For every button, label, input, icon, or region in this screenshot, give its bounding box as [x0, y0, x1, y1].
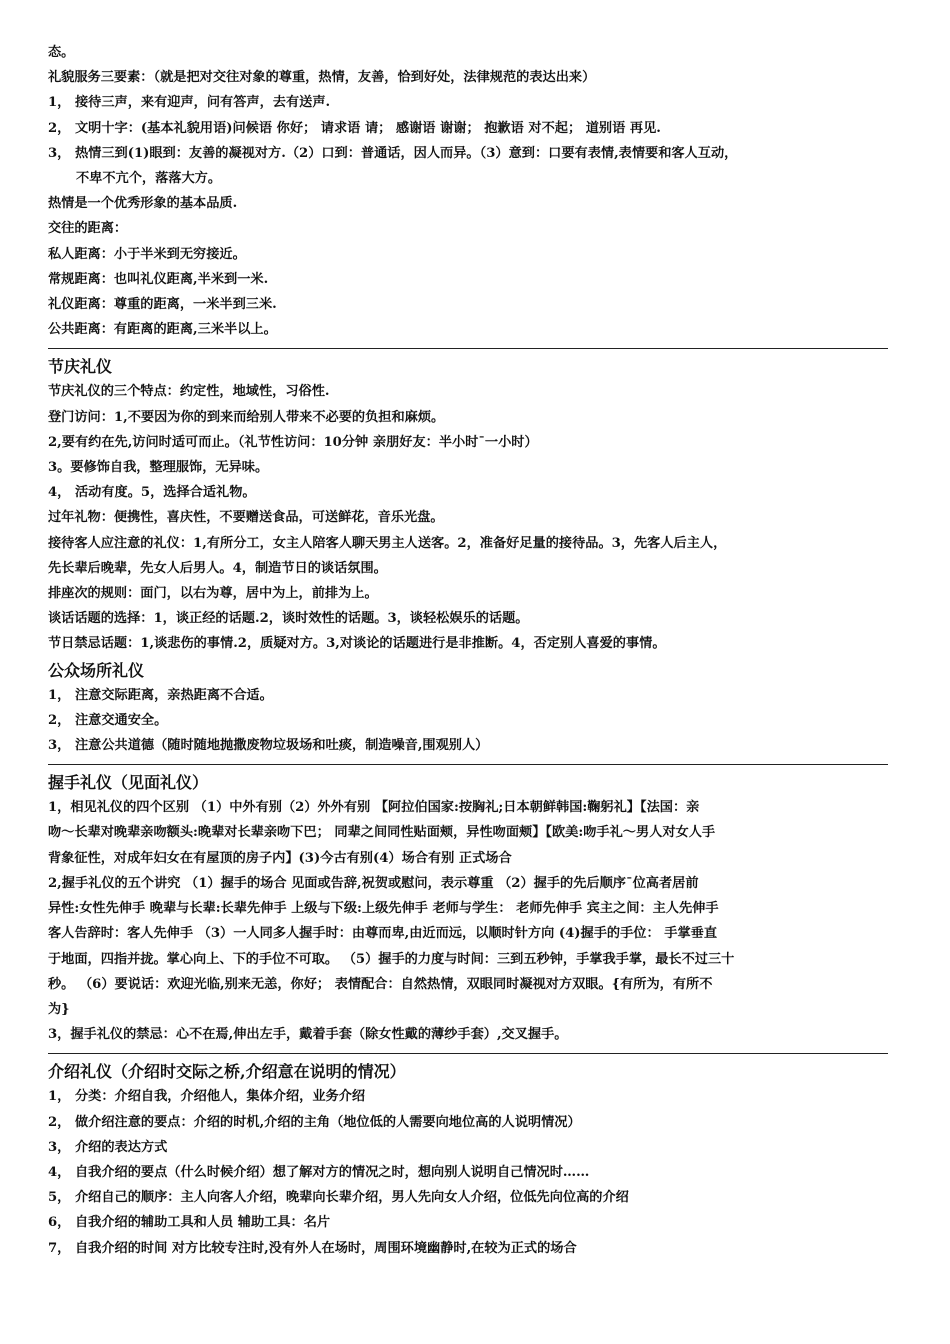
- text-line: 7， 自我介绍的时间 对方比较专注时,没有外人在场时，周围环境幽静时,在较为正式的场合: [48, 1240, 577, 1256]
- text-line: 3， 注意公共道德（随时随地抛撒废物垃圾场和吐痰，制造噪音,围观别人）: [48, 738, 489, 754]
- text-line: 常规距离：也叫礼仪距离,半米到一米.: [48, 271, 269, 287]
- text-line: 热情是一个优秀形象的基本品质.: [48, 196, 238, 212]
- section-heading: 节庆礼仪: [48, 357, 113, 377]
- text-line: 客人告辞时：客人先伸手 （3）一人同多人握手时：由尊而卑,由近而远，以顺时针方向 (4)握手的手位： 手掌垂直: [48, 926, 718, 942]
- text-line: 礼貌服务三要素：（就是把对交往对象的尊重，热情，友善，恰到好处，法律规范的表达出来）: [48, 70, 596, 86]
- document-page: [48, 40, 918, 1261]
- section-heading: 公众场所礼仪: [48, 660, 145, 680]
- public-section: [48, 659, 918, 759]
- text-line: 2,握手礼仪的五个讲究 （1）握手的场合 见面或告辞,祝贺或慰问，表示尊重 （2）握手的先后顺序¯位高者居前: [48, 875, 699, 891]
- text-line: 异性:女性先伸手 晚辈与长辈:长辈先伸手 上级与下级:上级先伸手 老师与学生： 老师先伸手 宾主之间：主人先伸手: [48, 901, 719, 917]
- text-line: 2， 注意交通安全。: [48, 712, 168, 728]
- text-line: 交往的距离：: [48, 221, 128, 237]
- text-line: 节日禁忌话题：1,谈悲伤的事情.2，质疑对方。3,对谈论的话题进行是非推断。4，否定别人喜爱的事情。: [48, 636, 666, 652]
- text-line: 1，相见礼仪的四个区别 （1）中外有别（2）外外有别 【阿拉伯国家:按胸礼;日本朝鲜韩国:鞠躬礼】【法国：亲: [48, 800, 700, 816]
- section-divider: [48, 348, 888, 349]
- text-line: 1， 注意交际距离，亲热距离不合适。: [48, 687, 273, 703]
- text-line: 吻～长辈对晚辈亲吻额头:晚辈对长辈亲吻下巴； 同辈之间同性贴面颊，异性吻面颊】【欧美:吻手礼～男人对女人手: [48, 825, 716, 841]
- text-line: 2， 做介绍注意的要点：介绍的时机,介绍的主角（地位低的人需要向地位高的人说明情况）: [48, 1114, 581, 1130]
- text-line: 3，握手礼仪的禁忌：心不在焉,伸出左手，戴着手套（除女性戴的薄纱手套）,交叉握手。: [48, 1027, 568, 1043]
- text-line: 5， 介绍自己的顺序：主人向客人介绍，晚辈向长辈介绍，男人先向女人介绍，位低先向位高的介绍: [48, 1190, 629, 1206]
- text-line: 1， 分类：介绍自我，介绍他人，集体介绍，业务介绍: [48, 1089, 366, 1105]
- text-line: 4， 活动有度。5，选择合适礼物。: [48, 485, 256, 501]
- text-line: 于地面，四指并拢。掌心向上、下的手位不可取。 （5）握手的力度与时间：三到五秒钟，手掌我手掌，最长不过三十: [48, 951, 735, 967]
- text-line: 背象征性，对成年妇女在有屋顶的房子内】(3)今古有别(4）场合有别 正式场合: [48, 850, 512, 866]
- text-line: 4， 自我介绍的要点（什么时候介绍）想了解对方的情况之时，想向别人说明自己情况时……: [48, 1164, 590, 1180]
- text-line: 礼仪距离：尊重的距离，一米半到三米.: [48, 297, 277, 313]
- text-line: 登门访问：1,不要因为你的到来而给别人带来不必要的负担和麻烦。: [48, 409, 445, 425]
- text-line: 谈话话题的选择：1，谈正经的话题.2，谈时效性的话题。3，谈轻松娱乐的话题。: [48, 611, 529, 627]
- text-line: 私人距离：小于半米到无穷接近。: [48, 246, 246, 262]
- text-line: 先长辈后晚辈，先女人后男人。4，制造节日的谈话氛围。: [48, 560, 387, 576]
- text-line: 过年礼物：便携性，喜庆性，不要赠送食品，可送鲜花，音乐光盘。: [48, 510, 444, 526]
- text-line: 3。要修饰自我，整理服饰，无异味。: [48, 460, 269, 476]
- text-line: 节庆礼仪的三个特点：约定性，地域性，习俗性.: [48, 384, 330, 400]
- text-line: 2， 文明十字：(基本礼貌用语)问候语 你好； 请求语 请； 感谢语 谢谢； 抱歉语 对不起； 道别语 再见.: [48, 120, 661, 136]
- intro-section: [48, 40, 918, 342]
- text-line: 态。: [48, 45, 75, 60]
- section-divider: [48, 1053, 888, 1054]
- festival-section: [48, 355, 918, 656]
- text-line: 不卑不亢个，落落大方。: [76, 171, 222, 187]
- section-divider: [48, 764, 888, 765]
- section-heading: 介绍礼仪（介绍时交际之桥,介绍意在说明的情况）: [48, 1062, 406, 1082]
- text-line: 为}: [48, 1001, 70, 1017]
- introduction-section: [48, 1060, 918, 1260]
- text-line: 1， 接待三声，来有迎声，问有答声，去有送声.: [48, 95, 331, 111]
- text-line: 排座次的规则：面门，以右为尊，居中为上，前排为上。: [48, 586, 378, 602]
- section-heading: 握手礼仪（见面礼仪）: [48, 773, 209, 793]
- text-line: 公共距离：有距离的距离,三米半以上。: [48, 322, 277, 338]
- text-line: 接待客人应注意的礼仪：1,有所分工，女主人陪客人聊天男主人送客。2，准备好足量的接待品。3，先客人后主人，: [48, 535, 727, 551]
- text-line: 3， 介绍的表达方式: [48, 1139, 168, 1155]
- text-line: 2,要有约在先,访问时适可而止。（礼节性访问：10分钟 亲朋好友：半小时¯一小时）: [48, 434, 538, 450]
- text-line: 秒。 （6）要说话：欢迎光临,别来无恙，你好； 表情配合：自然热情，双眼同时凝视对方双眼。{有所为，有所不: [48, 976, 713, 992]
- handshake-section: [48, 771, 918, 1047]
- text-line: 6， 自我介绍的辅助工具和人员 辅助工具：名片: [48, 1215, 331, 1231]
- text-line: 3， 热情三到(1)眼到：友善的凝视对方.（2）口到：普通话，因人而异。（3）意到：口要有表情,表情要和客人互动，: [48, 145, 738, 161]
